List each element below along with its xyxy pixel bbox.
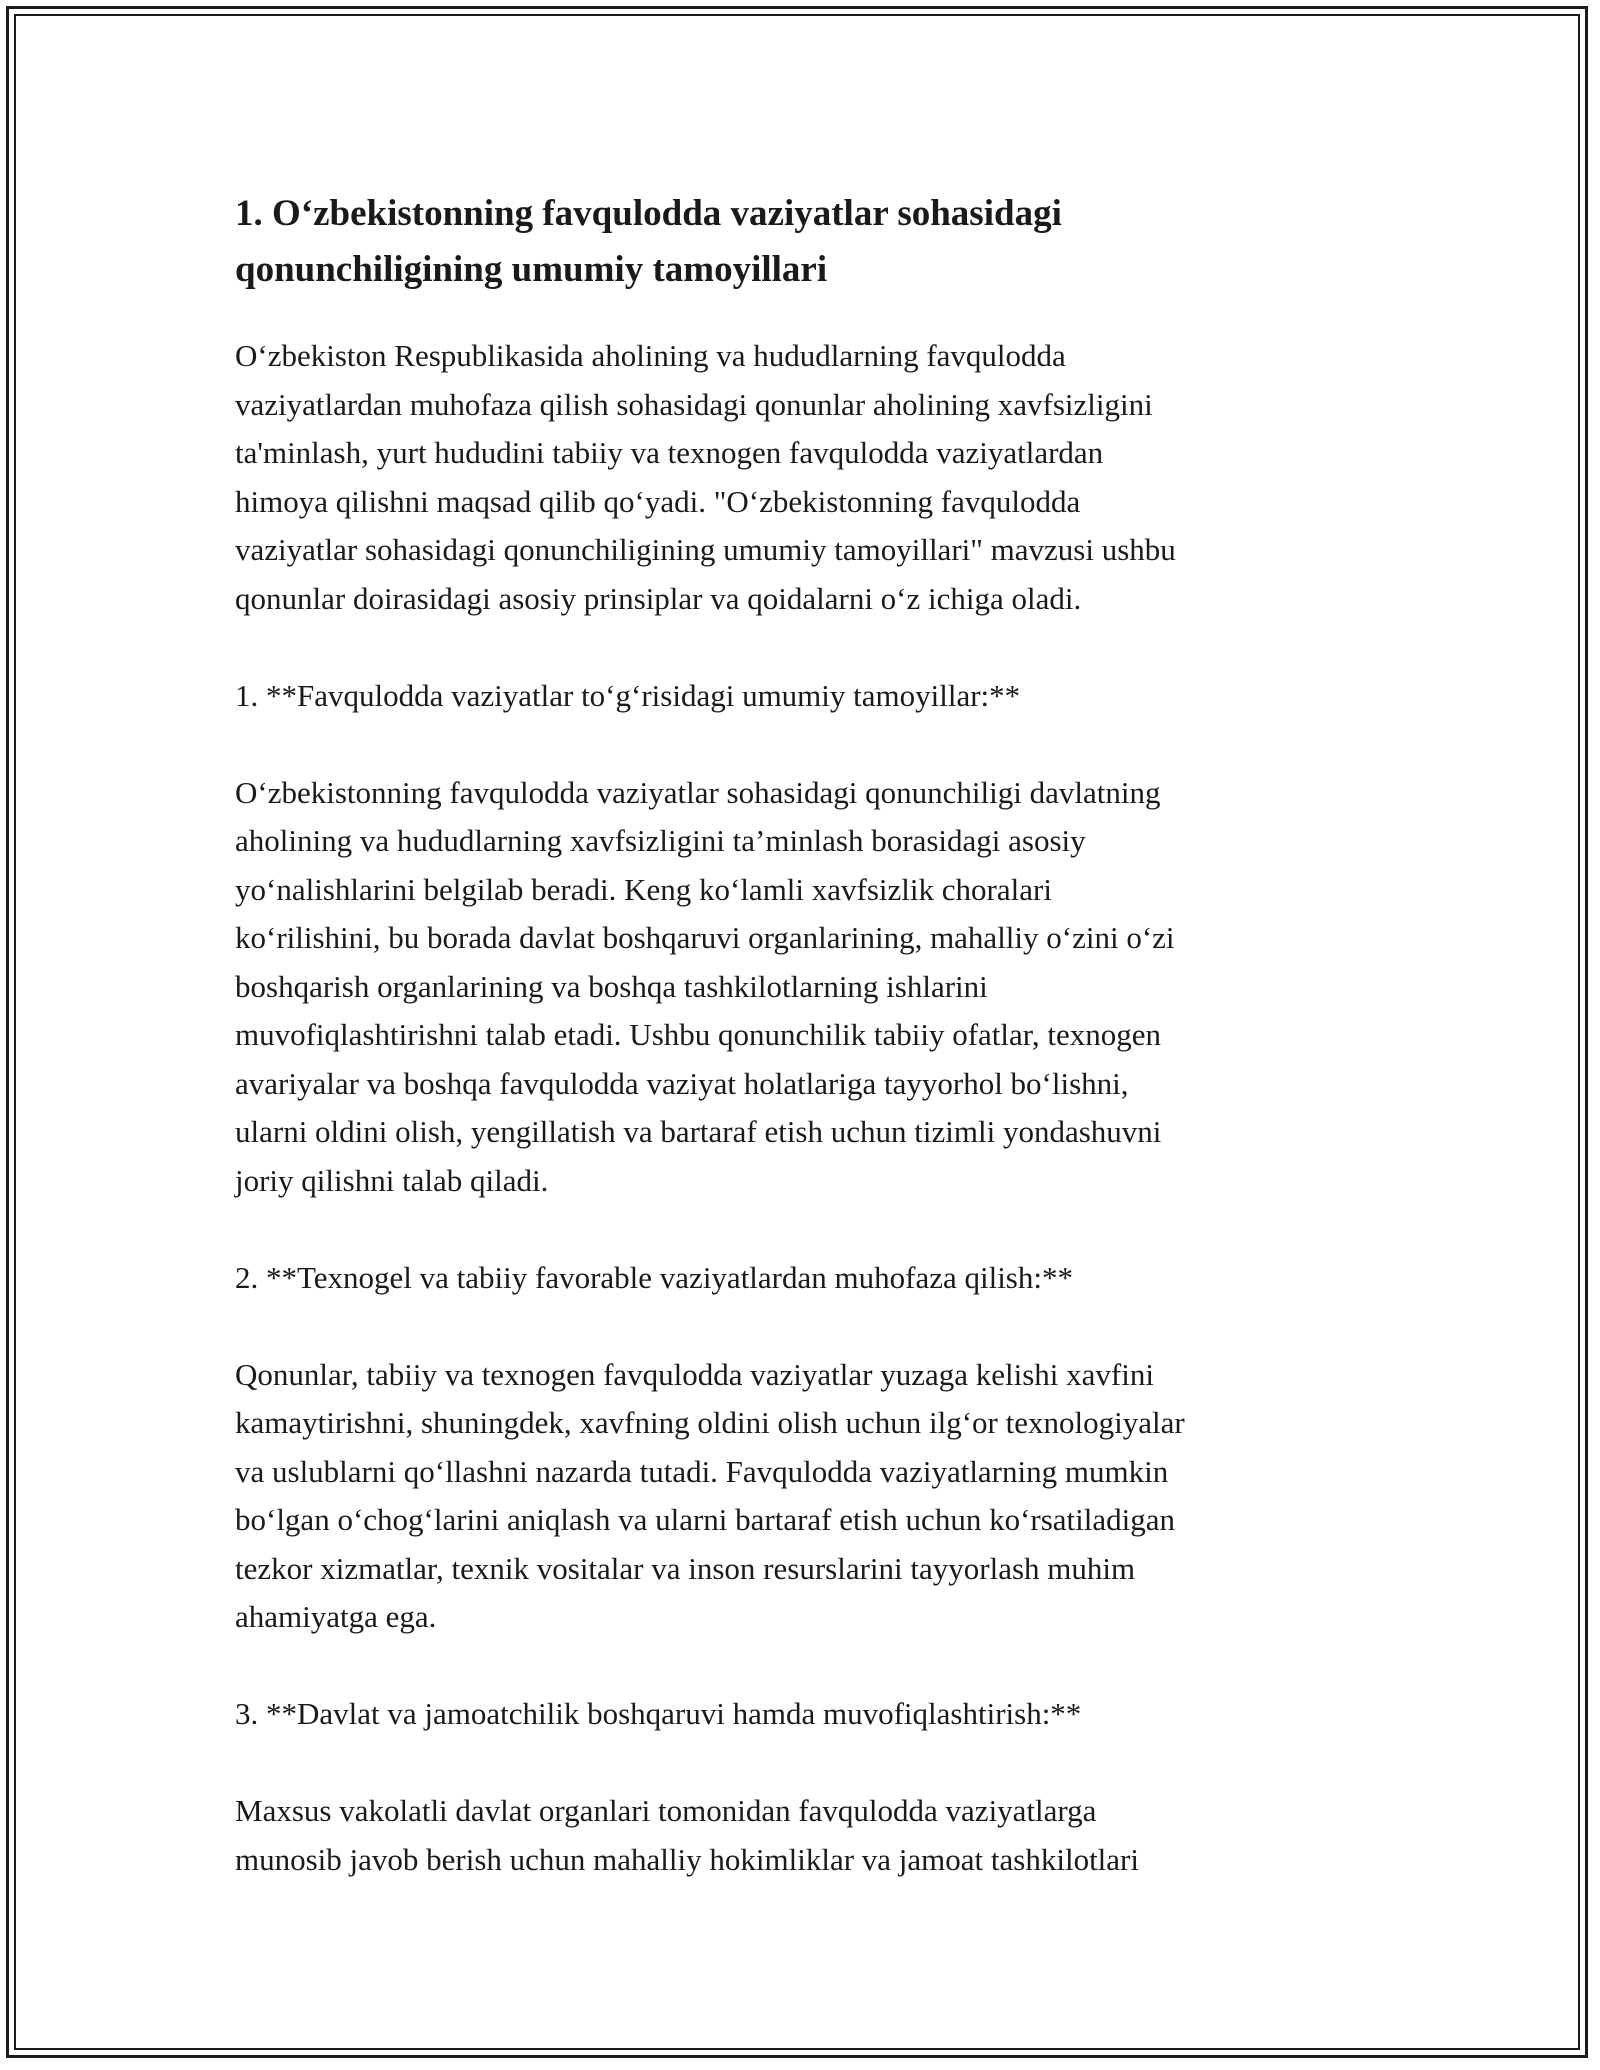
intro-paragraph: O‘zbekiston Respublikasida aholining va hududlarning favqulodda vaziyatlardan muhofaza qilish sohasidagi qonunlar aholining xavfsizligini ta'minlash, yurt hududini tabiiy va texnogen favqulodda vaziyatlardan himoya qilishni maqsad qilib qo‘yadi. "O‘zbekistonning favqulodda vaziyatlar sohasidagi qonunchiligining umumiy tamoyillari" mavzusi ushbu qonunlar doirasidagi asosiy prinsiplar va qoidalarni o‘z ichiga oladi. <box>235 338 1176 616</box>
section-1-heading: 1. **Favqulodda vaziyatlar to‘g‘risidagi umumiy tamoyillar:** <box>235 677 1021 713</box>
paragraph-gap <box>235 1205 1375 1254</box>
paragraph-gap <box>235 1739 1375 1788</box>
paragraph-gap <box>235 623 1375 672</box>
paragraph-gap <box>235 1302 1375 1351</box>
paragraph-gap <box>235 720 1375 769</box>
section-2-heading: 2. **Texnogel va tabiiy favorable vaziyatlardan muhofaza qilish:** <box>235 1259 1073 1295</box>
section-3-body: Maxsus vakolatli davlat organlari tomonidan favqulodda vaziyatlarga munosib javob berish uchun mahalliy hokimliklar va jamoat tashkilotlari <box>235 1793 1139 1877</box>
section-1-body: O‘zbekistonning favqulodda vaziyatlar sohasidagi qonunchiligi davlatning aholining va hududlarning xavfsizligini ta’minlash borasidagi asosiy yo‘nalishlarini belgilab beradi. Keng ko‘lamli xavfsizlik choralari ko‘rilishini, bu borada davlat boshqaruvi organlarining, mahalliy o‘zini o‘zi boshqarish organlarining va boshqa tashkilotlarning ishlarini muvofiqlashtirishni talab etadi. Ushbu qonunchilik tabiiy ofatlar, texnogen avariyalar va boshqa favqulodda vaziyat holatlariga tayyorhol bo‘lishni, ularni oldini olish, yengillatish va bartaraf etish uchun tizimli yondashuvni joriy qilishni talab qiladi. <box>235 774 1175 1198</box>
document-title: 1. O‘zbekistonning favqulodda vaziyatlar sohasidagi qonunchiligining umumiy tamoyillari <box>235 193 1062 290</box>
section-3-heading: 3. **Davlat va jamoatchilik boshqaruvi hamda muvofiqlashtirish:** <box>235 1696 1082 1731</box>
document-body <box>235 186 1375 1884</box>
section-2-body: Qonunlar, tabiiy va texnogen favqulodda vaziyatlar yuzaga kelishi xavfini kamaytirishni, shuningdek, xavfning oldini olish uchun ilg‘or texnologiyalar va uslublarni qo‘llashni nazarda tutadi. Favqulodda vaziyatlarning mumkin bo‘lgan o‘chog‘larini aniqlash va ularni bartaraf etish uchun ko‘rsatiladigan tezkor xizmatlar, texnik vositalar va inson resurslarini tayyorlash muhim ahamiyatga ega. <box>235 1356 1185 1634</box>
paragraph-gap <box>235 1642 1375 1691</box>
